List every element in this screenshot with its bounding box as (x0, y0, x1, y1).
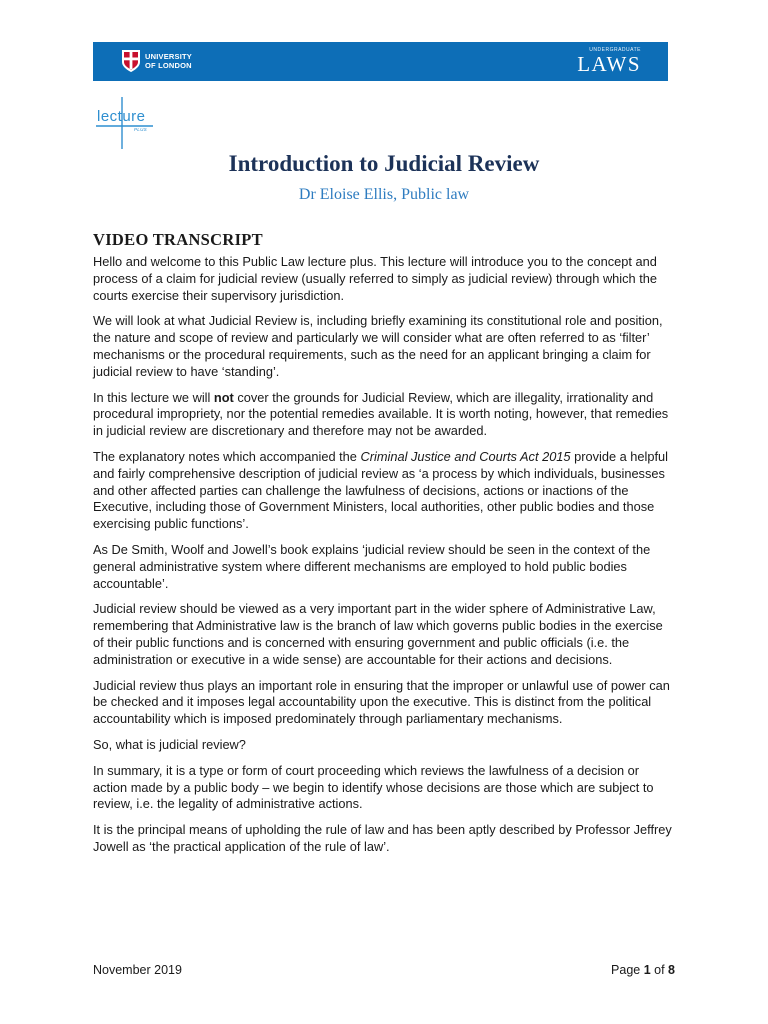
paragraph-1: Hello and welcome to this Public Law lecture plus. This lecture will introduce you to the concept and process of a claim for judicial review (usually referred to simply as judicial review) through which the courts exercise their supervisory jurisdiction. (93, 254, 658, 303)
undergraduate-laws-logo (577, 47, 641, 75)
paragraph-4-end: provide a helpful and fairly comprehensive description of judicial review as ‘a process by which individuals, businesses and other affected parties can challenge the lawfulness of decisions, actions or inactions of the Executive, including those of Government Ministers, local authorities, other public bodies and those exercising public functions’. (93, 448, 669, 532)
university-crest-icon (121, 49, 141, 73)
university-name (145, 52, 192, 70)
transcript-body (93, 254, 675, 865)
paragraph-2: We will look at what Judicial Review is, including briefly examining its constitutional role and position, the nature and scope of review and particularly we will consider what are often referred to as ‘filter’ mechanisms or the procedural requirements, such as the need for an applicant bringing a claim for judicial review to have ‘standing’. (93, 313, 663, 379)
paragraph-3 (93, 390, 675, 440)
footer-date: November 2019 (93, 963, 182, 977)
paragraph-7: Judicial review thus plays an important role in ensuring that the improper or unlawful use of power can be checked and it imposes legal accountability upon the executive. This is distinct from the political accountability which is imposed predominately through parliamentary mechanisms. (93, 677, 670, 727)
page-number (611, 963, 675, 977)
header-banner (93, 42, 668, 81)
paragraph-3-emphasis: not (213, 389, 234, 405)
paragraph-10: It is the principal means of upholding the rule of law and has been aptly described by Professor Jeffrey Jowell as ‘the practical application of the rule of law’. (93, 822, 672, 854)
document-title: Introduction to Judicial Review (228, 151, 540, 176)
document-author: Dr Eloise Ellis, Public law (298, 186, 470, 203)
page-total: 8 (668, 963, 675, 977)
paragraph-3-end: cover the grounds for Judicial Review, which are illegality, irrationality and procedural impropriety, nor the potential remedies available. It is worth noting, however, that remedies in judicial review are discretionary and therefore may not be awarded. (93, 389, 669, 439)
page-label: Page (611, 963, 644, 977)
lecture-plus-wordmark: lecture (97, 108, 146, 125)
paragraph-8: So, what is judicial review? (93, 736, 246, 752)
paragraph-4-start: The explanatory notes which accompanied the (93, 448, 361, 464)
paragraph-4 (93, 449, 675, 533)
paragraph-6: Judicial review should be viewed as a very important part in the wider sphere of Administrative Law, remembering that Administrative law is the branch of law which governs public bodies in the exercise of their public functions and is concerned with ensuring government and public officials (i.e. the administration or executive in a wide sense) are accountable for their actions and decisions. (93, 601, 663, 667)
page-of: of (650, 963, 669, 977)
laws-title: LAWS (577, 52, 641, 76)
university-line-1: UNIVERSITY (145, 52, 193, 61)
paragraph-9: In summary, it is a type or form of court proceeding which reviews the lawfulness of a decision or action made by a public body – we begin to identify whose decisions are those which are subject to review, i.e. the legality of administrative actions. (93, 762, 654, 812)
university-line-2: OF LONDON (145, 61, 192, 70)
laws-subtitle: UNDERGRADUATE (589, 47, 641, 53)
paragraph-3-start: In this lecture we will (93, 389, 214, 405)
lecture-plus-logo (95, 95, 157, 151)
section-heading: VIDEO TRANSCRIPT (93, 230, 263, 249)
university-of-london-logo (121, 49, 241, 75)
page-current: 1 (643, 963, 651, 977)
paragraph-5: As De Smith, Woolf and Jowell’s book explains ‘judicial review should be seen in the context of the general administrative system where different mechanisms are employed to hold public bodies accountable’. (93, 541, 651, 591)
act-title: Criminal Justice and Courts Act 2015 (360, 448, 571, 464)
lecture-plus-suffix: PLUS (134, 127, 147, 132)
